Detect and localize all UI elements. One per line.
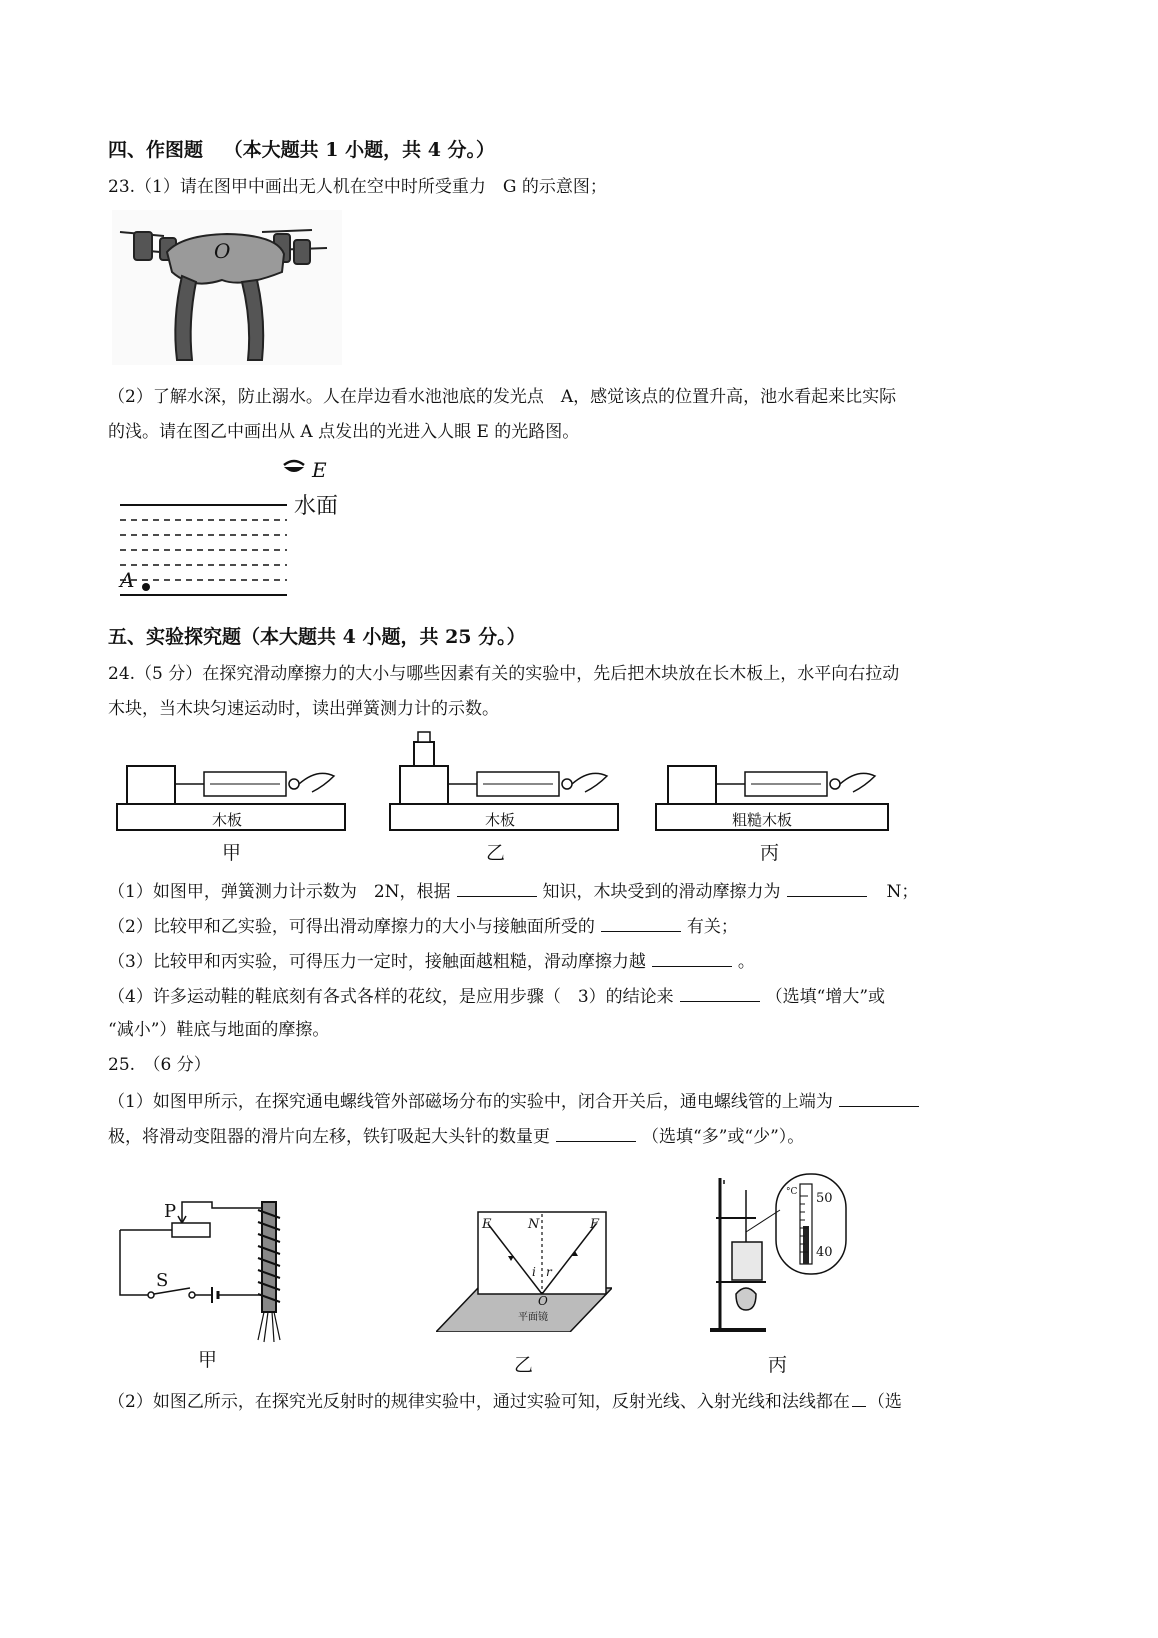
q25-blank-1[interactable] bbox=[839, 1088, 919, 1107]
board-label-c: 粗糙木板 bbox=[732, 811, 793, 829]
q24-step3 bbox=[108, 948, 755, 974]
section-4-title: 四、作图题 bbox=[108, 139, 204, 161]
q25-caption-a: 甲 bbox=[198, 1349, 218, 1371]
angle-label-r: r bbox=[546, 1265, 552, 1279]
q24-step1-text-c: N； bbox=[886, 882, 919, 902]
q24-blank-1[interactable] bbox=[457, 878, 537, 897]
drone-figure bbox=[112, 210, 342, 365]
q24-step2-text-b: 有关； bbox=[686, 917, 738, 937]
q25-step1-text-c: （选填“多”或“少”）。 bbox=[642, 1127, 805, 1147]
ray-label-e: E bbox=[482, 1217, 492, 1232]
thermo-unit: °C bbox=[786, 1187, 798, 1197]
q24-step4-line1 bbox=[108, 983, 885, 1009]
ray-label-f: F bbox=[590, 1217, 600, 1232]
mirror-label: 平面镜 bbox=[518, 1312, 548, 1323]
q25-header: 25. （6 分） bbox=[108, 1055, 211, 1075]
q24-step3-text-b: 。 bbox=[737, 952, 755, 972]
q24-step2 bbox=[108, 913, 738, 939]
circuit-figure bbox=[112, 1190, 292, 1350]
q24-step4-line2: “减小”）鞋底与地面的摩擦。 bbox=[108, 1020, 330, 1040]
eye-label: E bbox=[312, 458, 327, 482]
friction-figures bbox=[112, 728, 902, 836]
point-label-o: O bbox=[538, 1294, 548, 1308]
q24-blank-5[interactable] bbox=[680, 983, 760, 1002]
section-4-note: （本大题共 1 小题，共 4 分。） bbox=[223, 139, 496, 161]
friction-setup-a bbox=[117, 766, 345, 830]
section-4-header bbox=[108, 138, 495, 162]
q25-step2 bbox=[108, 1388, 902, 1414]
friction-setup-c bbox=[656, 766, 888, 830]
q25-blank-2[interactable] bbox=[556, 1123, 636, 1142]
circuit-label-s: S bbox=[156, 1270, 169, 1291]
q25-step2-text-a: （2）如图乙所示，在探究光反射时的规律实验中，通过实验可知，反射光线、入射光线和法线都在 bbox=[108, 1392, 850, 1412]
q24-step1-text-b: 知识，木块受到的滑动摩擦力为 bbox=[542, 882, 781, 902]
board-label-a: 木板 bbox=[212, 811, 243, 829]
q24-intro-line2: 木块，当木块匀速运动时，读出弹簧测力计的示数。 bbox=[108, 699, 499, 719]
reflection-figure bbox=[436, 1210, 612, 1332]
q24-step4-text-a: （4）许多运动鞋的鞋底刻有各式各样的花纹，是应用步骤（ 3）的结论来 bbox=[108, 987, 674, 1007]
q24-caption-b: 乙 bbox=[486, 842, 506, 864]
q24-step4-text-b: （选填“增大”或 bbox=[765, 987, 886, 1007]
q25-step2-text-b: （选 bbox=[867, 1392, 902, 1412]
q25-step1-text-a: （1）如图甲所示，在探究通电螺线管外部磁场分布的实验中，闭合开关后，通电螺线管的上端为 bbox=[108, 1092, 833, 1112]
q25-caption-b: 乙 bbox=[514, 1354, 534, 1376]
q25-step1-text-b: 极，将滑动变阻器的滑片向左移，铁钉吸起大头针的数量更 bbox=[108, 1127, 550, 1147]
drone-center-label: O bbox=[214, 239, 231, 263]
thermo-tick-40: 40 bbox=[816, 1245, 833, 1260]
light-point-label: A bbox=[120, 568, 135, 592]
q24-step1-text-a: （1）如图甲，弹簧测力计示数为 2N，根据 bbox=[108, 882, 451, 902]
circuit-label-p: P bbox=[164, 1201, 177, 1222]
eye-icon bbox=[284, 461, 304, 472]
q23-part1: 23.（1）请在图甲中画出无人机在空中时所受重力 G 的示意图； bbox=[108, 177, 607, 197]
q25-caption-c: 丙 bbox=[768, 1354, 788, 1376]
q24-intro-line1: 24.（5 分）在探究滑动摩擦力的大小与哪些因素有关的实验中，先后把木块放在长木板上，水平向右拉动 bbox=[108, 664, 900, 684]
q25-step1-line2 bbox=[108, 1123, 804, 1149]
normal-label-n: N bbox=[528, 1217, 540, 1232]
thermo-tick-50: 50 bbox=[816, 1191, 833, 1206]
q24-blank-2[interactable] bbox=[787, 878, 867, 897]
q23-part2-line1: （2）了解水深，防止溺水。人在岸边看水池池底的发光点 A，感觉该点的位置升高，池水看起来比实际 bbox=[108, 387, 897, 407]
q24-blank-3[interactable] bbox=[601, 913, 681, 932]
q24-blank-4[interactable] bbox=[652, 948, 732, 967]
q24-step3-text-a: （3）比较甲和丙实验，可得压力一定时，接触面越粗糙，滑动摩擦力越 bbox=[108, 952, 646, 972]
friction-setup-b bbox=[390, 732, 618, 830]
section-5-header: 五、实验探究题（本大题共 4 小题，共 25 分。） bbox=[108, 626, 526, 648]
q24-caption-c: 丙 bbox=[760, 842, 780, 864]
angle-label-i: i bbox=[532, 1265, 536, 1279]
water-figure bbox=[112, 455, 372, 605]
q23-part2-line2: 的浅。请在图乙中画出从 A 点发出的光进入人眼 E 的光路图。 bbox=[108, 422, 580, 442]
heating-figure bbox=[706, 1170, 856, 1336]
q24-step2-text-a: （2）比较甲和乙实验，可得出滑动摩擦力的大小与接触面所受的 bbox=[108, 917, 595, 937]
q24-caption-a: 甲 bbox=[222, 842, 242, 864]
board-label-b: 木板 bbox=[485, 811, 516, 829]
q25-blank-3[interactable] bbox=[852, 1388, 866, 1407]
light-point bbox=[142, 583, 150, 591]
q25-step1-line1 bbox=[108, 1088, 925, 1114]
q24-step1 bbox=[108, 878, 918, 904]
water-surface-label: 水面 bbox=[294, 494, 339, 519]
